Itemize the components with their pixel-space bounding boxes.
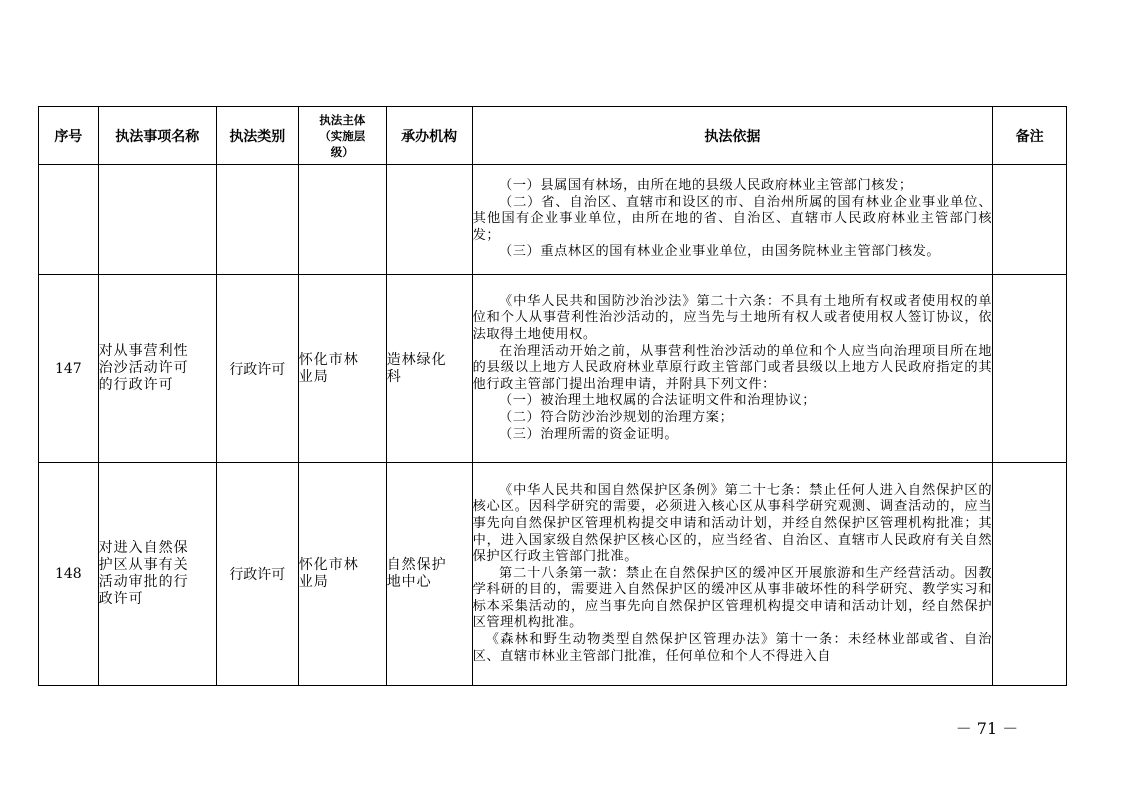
legal-basis-paragraph: 第二十八条第一款：禁止在自然保护区的缓冲区开展旅游和生产经营活动。因教学科研的目的，需要进入自然保护区的缓冲区从事非破坏性的科学研究、教学实习和标本采集活动的，应当事先向自然保护区管理机构提交申请和活动计划，经自然保护区管理机构批准。 (472, 565, 993, 631)
legal-basis-paragraph: （三）重点林区的国有林业企业事业单位，由国务院林业主管部门核发。 (498, 244, 941, 260)
item-name-line: 的行政许可 (98, 377, 174, 393)
header-category: 执法类别 (216, 107, 298, 165)
legal-basis-paragraph: 《中华人民共和国防沙治沙法》第二十六条：不具有土地所有权或者使用权的单位和个人从事营利性治沙活动的，应当先与土地所有权人或者使用权人签订协议，依法取得土地使用权。 (472, 293, 993, 343)
subject-cell (298, 275, 386, 463)
note-cell (993, 463, 1067, 686)
item-name-line: 活动审批的行 (98, 574, 189, 590)
legal-basis-paragraph: （三）治理所需的资金证明。 (498, 426, 679, 442)
subject-line: 业局 (298, 574, 329, 590)
subject-cell (298, 463, 386, 686)
legal-basis-cell (472, 463, 993, 686)
page-number: － 71 － (955, 719, 1019, 738)
header-item-name: 执法事项名称 (98, 107, 216, 165)
item-name-line: 对从事营利性 (98, 343, 189, 359)
item-name-cell (98, 275, 216, 463)
table-header-row (39, 107, 1067, 165)
legal-basis-paragraph: （一）县属国有林场，由所在地的县级人民政府林业主管部门核发； (498, 178, 913, 194)
category-cell (216, 165, 298, 275)
row-number: 148 (39, 463, 99, 686)
legal-basis-cell (472, 165, 993, 275)
header-subject-line-3: 级） (330, 144, 354, 159)
enforcement-table (38, 106, 1067, 686)
note-cell (993, 165, 1067, 275)
subject-cell (298, 165, 386, 275)
category-cell: 行政许可 (216, 275, 298, 463)
table-row (39, 275, 1067, 463)
item-name-cell (98, 165, 216, 275)
row-number: 147 (39, 275, 99, 463)
item-name-line: 治沙活动许可 (98, 360, 189, 376)
subject-line: 怀化市林 (298, 557, 359, 573)
legal-basis-paragraph: （一）被治理土地权属的合法证明文件和治理协议； (498, 393, 817, 409)
header-no: 序号 (39, 107, 99, 165)
legal-basis-cell (472, 275, 993, 463)
category-cell: 行政许可 (216, 463, 298, 686)
legal-basis-paragraph: 《中华人民共和国自然保护区条例》第二十七条：禁止任何人进入自然保护区的核心区。因科学研究的需要，必须进入核心区从事科学研究观测、调查活动的，应当事先向自然保护区管理机构提交申请和活动计划，并经自然保护区管理机构批准；其中，进入国家级自然保护区核心区的，应当经省、自治区、直辖市人民政府有关自然保护区行政主管部门批准。 (472, 482, 993, 565)
table-row (39, 463, 1067, 686)
subject-line: 怀化市林 (298, 351, 359, 368)
legal-basis-paragraph: 《森林和野生动物类型自然保护区管理办法》第十一条：未经林业部或省、自治区、直辖市林业主管部门批准，任何单位和个人不得进入自 (472, 632, 993, 664)
agency-cell (386, 463, 472, 686)
item-name-line: 护区从事有关 (98, 557, 189, 573)
item-name-cell (98, 463, 216, 686)
agency-cell (386, 275, 472, 463)
row-number (39, 165, 99, 275)
header-subject-line-1: 执法主体 (319, 112, 366, 127)
agency-line: 地中心 (386, 574, 432, 590)
legal-basis-paragraph: （二）符合防沙治沙规划的治理方案； (498, 409, 734, 425)
legal-basis-paragraph: （二）省、自治区、直辖市和设区的市、自治州所属的国有林业企业事业单位、其他国有企业事业单位，由所在地的省、自治区、直辖市人民政府林业主管部门核发； (472, 194, 993, 243)
legal-basis-paragraph: 在治理活动开始之前，从事营利性治沙活动的单位和个人应当向治理项目所在地的县级以上地方人民政府林业草原行政主管部门或者县级以上地方人民政府指定的其他行政主管部门提出治理申请，并附具下列文件： (472, 343, 993, 392)
note-cell (993, 275, 1067, 463)
header-subject-line-2: （实施层 (319, 128, 366, 143)
header-subject (298, 107, 386, 165)
agency-line: 自然保护 (386, 557, 447, 573)
item-name-line: 对进入自然保 (98, 540, 189, 556)
header-note: 备注 (993, 107, 1067, 165)
agency-line: 科 (386, 368, 402, 385)
table-row (39, 165, 1067, 275)
header-agency: 承办机构 (386, 107, 472, 165)
subject-line: 业局 (298, 368, 329, 385)
item-name-line: 政许可 (98, 591, 144, 607)
agency-cell (386, 165, 472, 275)
agency-line: 造林绿化 (386, 351, 447, 368)
header-basis: 执法依据 (472, 107, 993, 165)
